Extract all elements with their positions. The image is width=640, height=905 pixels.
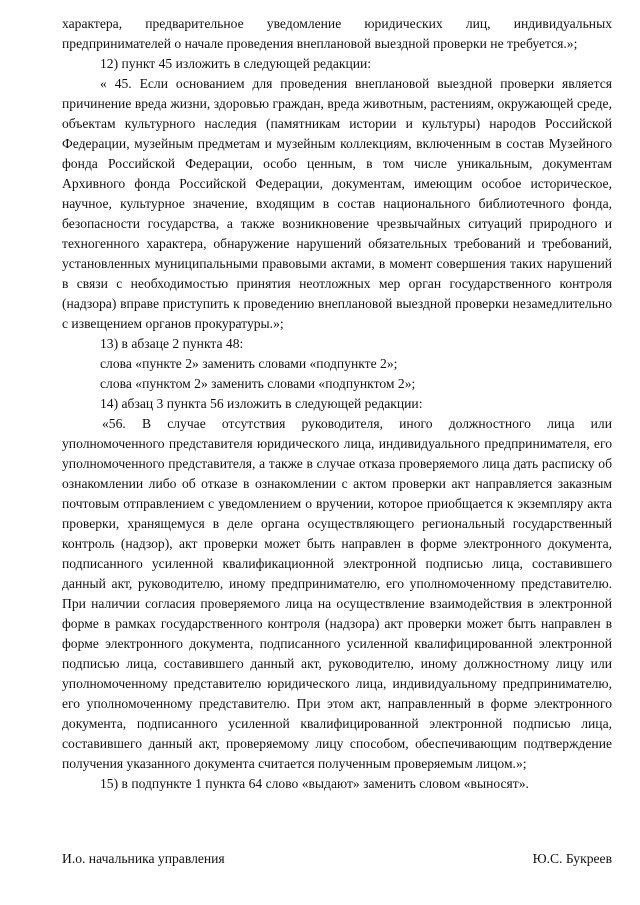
document-body — [62, 14, 612, 794]
paragraph-continuation: характера, предварительное уведомление юридических лиц, индивидуальных предпринимателей о начале проведения внеплановой выездной проверки не требуется.»; — [62, 16, 612, 51]
paragraph-item-12: 12) пункт 45 изложить в следующей редакции: — [100, 56, 372, 71]
paragraph-point-56-text: «56. В случае отсутствия руководителя, иного должностного лица или уполномоченного представителя юридического лица, индивидуального предпринимателя, его уполномоченного представителя, а также в случае отказа проверяемого лица дать расписку об ознакомлении либо об отказе в ознакомлении с актом проверки акт направляется заказным почтовым отправлением с уведомлением о вручении, которое приобщается к экземпляру акта проверки, хранящемуся в деле органа осуществляющего региональный государственный контроль (надзор), акт проверки может быть направлен в форме электронного документа, подписанного усиленной квалификационной электронной подписью лица, составившего данный акт, руководителю, иному предпринимателю, его уполномоченному представителю. При наличии согласия проверяемого лица на осуществление взаимодействия в электронной форме в рамках государственного контроля (надзора) акт проверки может быть направлен в форме электронного документа, подписанного усиленной квалифицированной электронной подписью лица, составившего данный акт, руководителю, иному должностному лицу или уполномоченному представителю юридического лица, индивидуальному предпринимателю, его уполномоченному представителю. При этом акт, направленный в форме электронного документа, подписанного усиленной квалифицированной электронной подписью лица, составившего данный акт, проверяемому лицу способом, обеспечивающим подтверждение получения указанного документа считается полученным проверяемым лицом.»; — [62, 416, 612, 771]
paragraph-replace-punkte: слова «пункте 2» заменить словами «подпункте 2»; — [100, 356, 398, 371]
paragraph-item-13: 13) в абзаце 2 пункта 48: — [100, 336, 244, 351]
paragraph-item-14: 14) абзац 3 пункта 56 изложить в следующей редакции: — [100, 396, 423, 411]
signatory-name: Ю.С. Букреев — [532, 851, 612, 866]
paragraph-point-45-text: « 45. Если основанием для проведения внеплановой выездной проверки является причинение вреда жизни, здоровью граждан, вреда животным, растениям, окружающей среде, объектам культурного наследия (памятникам истории и культуры) народов Российской Федерации, музейным предметам и музейным коллекциям, включенным в состав Музейного фонда Российской Федерации, особо ценным, в том числе уникальным, документам Архивного фонда Российской Федерации, документам, имеющим особое историческое, научное, культурное значение, входящим в состав национального библиотечного фонда, безопасности государства, а также возникновение чрезвычайных ситуаций природного и техногенного характера, обнаружение нарушений обязательных требований и требований, установленных муниципальными правовыми актами, в момент совершения таких нарушений в связи с необходимостью принятия неотложных мер орган государственного контроля (надзора) вправе приступить к проведению внеплановой выездной проверки незамедлительно с извещением органов прокуратуры.»; — [62, 76, 612, 331]
paragraph-item-15: 15) в подпункте 1 пункта 64 слово «выдают» заменить словом «выносят». — [100, 776, 529, 791]
signatory-position: И.о. начальника управления — [62, 851, 225, 866]
paragraph-replace-punktom: слова «пунктом 2» заменить словами «подпунктом 2»; — [100, 376, 416, 391]
